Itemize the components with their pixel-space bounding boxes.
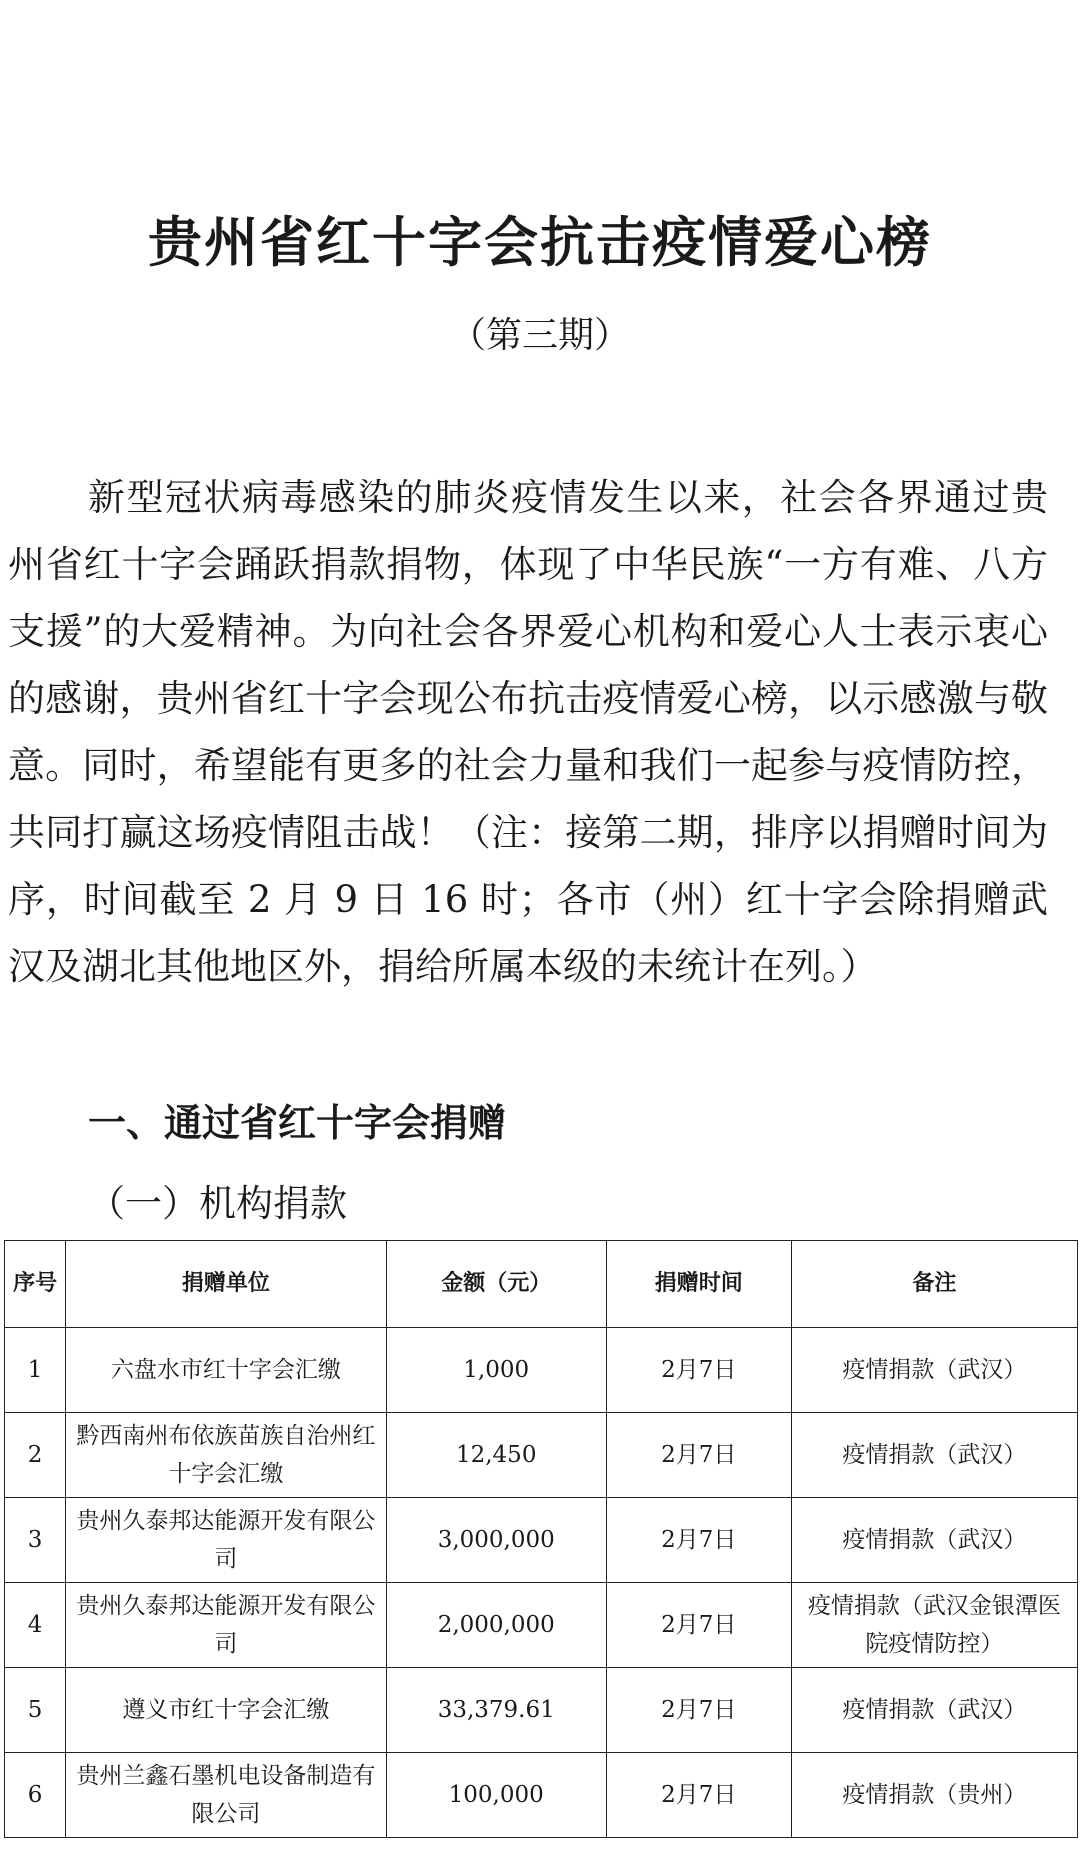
- header-note: 备注: [791, 1241, 1077, 1328]
- issue-number: （第三期）: [449, 315, 630, 356]
- header-index: 序号: [5, 1241, 66, 1328]
- cell-index: 3: [5, 1498, 66, 1583]
- section-heading: 一、通过省红十字会捐赠: [88, 1101, 507, 1145]
- cell-amount: 1,000: [386, 1328, 606, 1413]
- table-row: [5, 1583, 1078, 1668]
- cell-date: 2月7日: [606, 1498, 791, 1583]
- cell-note: 疫情捐款（武汉金银潭医院疫情防控）: [791, 1583, 1077, 1668]
- cell-index: 5: [5, 1668, 66, 1753]
- cell-index: 6: [5, 1753, 66, 1838]
- table-row: [5, 1328, 1078, 1413]
- cell-amount: 12,450: [386, 1413, 606, 1498]
- cell-amount: 33,379.61: [386, 1668, 606, 1753]
- cell-note: 疫情捐款（武汉）: [791, 1413, 1077, 1498]
- subsection-heading: （一）机构捐款: [88, 1182, 347, 1225]
- cell-date: 2月7日: [606, 1328, 791, 1413]
- donation-table: [4, 1240, 1078, 1838]
- cell-date: 2月7日: [606, 1668, 791, 1753]
- intro-paragraph: 新型冠状病毒感染的肺炎疫情发生以来，社会各界通过贵州省红十字会踊跃捐款捐物，体现了中华民族“一方有难、八方支援”的大爱精神。为向社会各界爱心机构和爱心人士表示衷心的感谢，贵州省红十字会现公布抗击疫情爱心榜，以示感激与敬意。同时，希望能有更多的社会力量和我们一起参与疫情防控，共同打赢这场疫情阻击战！（注：接第二期，排序以捐赠时间为序，时间截至 2 月 9 日 16 时；各市（州）红十字会除捐赠武汉及湖北其他地区外，捐给所属本级的未统计在列。）: [8, 476, 1048, 988]
- cell-date: 2月7日: [606, 1413, 791, 1498]
- header-date: 捐赠时间: [606, 1241, 791, 1328]
- cell-amount: 2,000,000: [386, 1583, 606, 1668]
- cell-note: 疫情捐款（武汉）: [791, 1498, 1077, 1583]
- document-title: 贵州省红十字会抗击疫情爱心榜: [148, 211, 932, 274]
- header-donor: 捐赠单位: [66, 1241, 386, 1328]
- cell-note: 疫情捐款（武汉）: [791, 1668, 1077, 1753]
- cell-date: 2月7日: [606, 1583, 791, 1668]
- cell-amount: 3,000,000: [386, 1498, 606, 1583]
- cell-donor: 贵州久泰邦达能源开发有限公司: [66, 1583, 386, 1668]
- cell-donor: 贵州兰鑫石墨机电设备制造有限公司: [66, 1753, 386, 1838]
- cell-date: 2月7日: [606, 1753, 791, 1838]
- table-row: [5, 1753, 1078, 1838]
- cell-note: 疫情捐款（武汉）: [791, 1328, 1077, 1413]
- cell-index: 2: [5, 1413, 66, 1498]
- table-header-row: [5, 1241, 1078, 1328]
- cell-index: 1: [5, 1328, 66, 1413]
- cell-donor: 遵义市红十字会汇缴: [66, 1668, 386, 1753]
- cell-donor: 六盘水市红十字会汇缴: [66, 1328, 386, 1413]
- table-row: [5, 1498, 1078, 1583]
- table-row: [5, 1413, 1078, 1498]
- cell-index: 4: [5, 1583, 66, 1668]
- cell-note: 疫情捐款（贵州）: [791, 1753, 1077, 1838]
- cell-donor: 贵州久泰邦达能源开发有限公司: [66, 1498, 386, 1583]
- header-amount: 金额（元）: [386, 1241, 606, 1328]
- cell-donor: 黔西南州布依族苗族自治州红十字会汇缴: [66, 1413, 386, 1498]
- table-row: [5, 1668, 1078, 1753]
- cell-amount: 100,000: [386, 1753, 606, 1838]
